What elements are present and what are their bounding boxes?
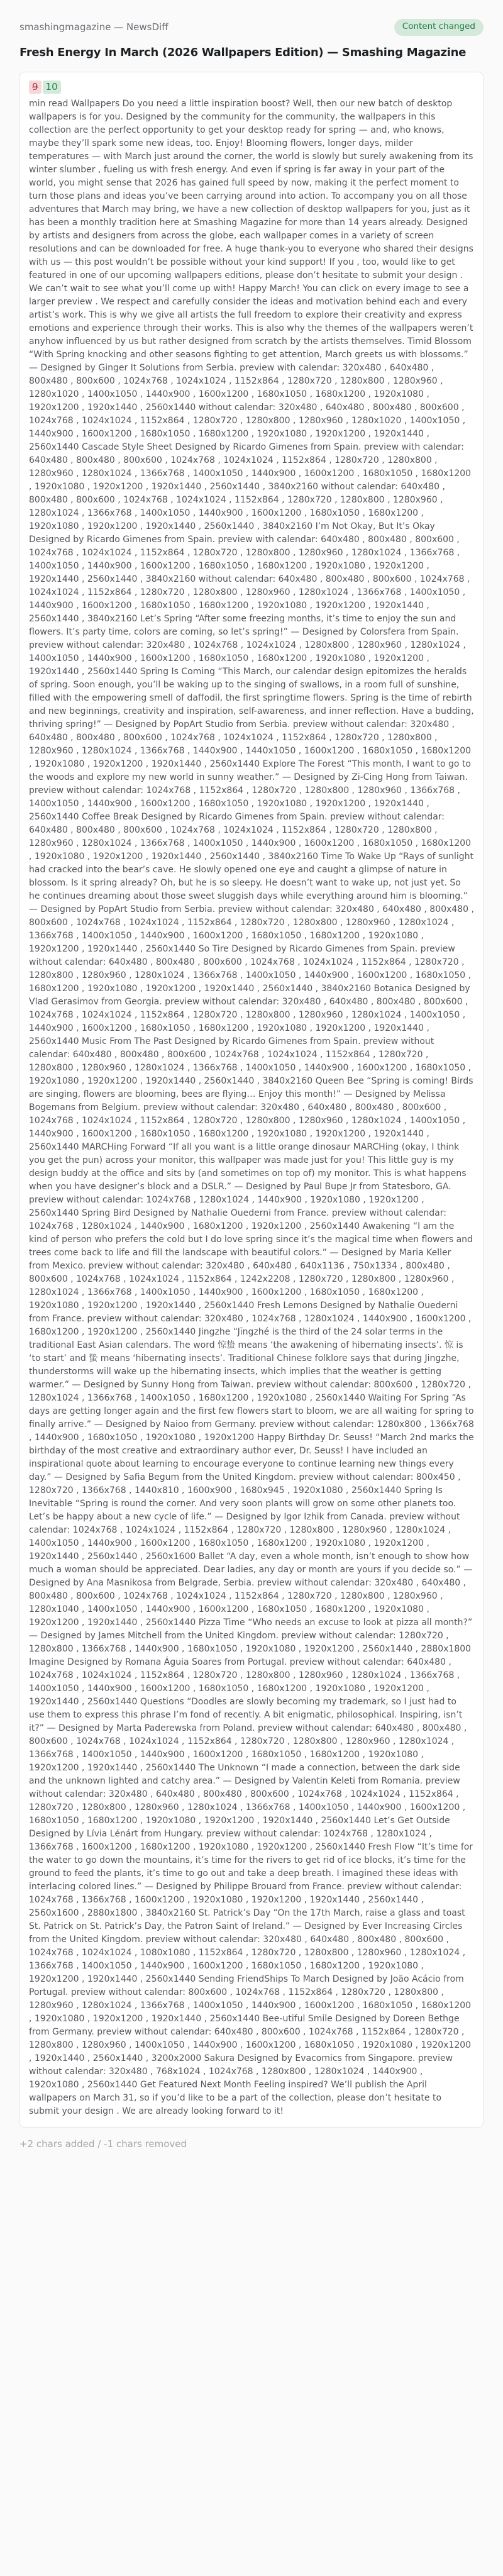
status-badge: Content changed <box>394 19 484 36</box>
diff-summary: +2 chars added / -1 chars removed <box>19 2138 187 2150</box>
page-title: Fresh Energy In March (2026 Wallpapers Edition) — Smashing Magazine <box>19 45 467 59</box>
source-label: smashingmagazine — NewsDiff <box>19 21 169 33</box>
page-header <box>19 19 484 36</box>
diff-change-chips <box>29 80 474 94</box>
diff-added-chip: 10 <box>43 80 61 94</box>
diff-body-text: min read Wallpapers Do you need a little inspiration boost? Well, then our new batch of desktop wallpapers is for you. Designed by the community for the community, the wallpapers in this collection are the perfect opportunity to get your desktop ready for spring — and, who knows, maybe they’ll spark some new ideas, too. Enjoy! Blooming flowers, longer days, milder temperatures — with March just around the corner, the world is slowly but surely awakening from its winter slumber , fueling us with fresh energy. And even if spring is far away in your part of the world, you might sense that 2026 has gained full speed by now, making it the perfect moment to turn those plans and ideas you’ve been carrying around into action. To accompany you on all those adventures that March may bring, we have a new collection of desktop wallpapers for you, just as it has been a monthly tradition here at Smashing Magazine for more than 14 years already. Designed by artists and designers from across the globe, each wallpaper comes in a variety of screen resolutions and can be downloaded for free. A huge thank-you to everyone who shared their designs with us — this post wouldn’t be possible without your kind support! If you , too, would like to get featured in one of our upcoming wallpapers editions, please don’t hesitate to submit your design . We can’t wait to see what you’ll come up with! Happy March! You can click on every image to see a larger preview . We respect and carefully consider the ideas and motivation behind each and every artist’s work. This is why we give all artists the full freedom to explore their creativity and express emotions and experience through their works. This is also why the themes of the wallpapers weren’t anyhow influenced by us but rather designed from scratch by the artists themselves. Timid Blossom “With Spring knocking and other seasons fighting to get attention, March greets us with blossoms.” — Designed by Ginger It Solutions from Serbia. preview with calendar: 320x480 , 640x480 , 800x480 , 800x600 , 1024x768 , 1024x1024 , 1152x864 , 1280x720 , 1280x800 , 1280x960 , 1280x1020 , 1400x1050 , 1440x900 , 1600x1200 , 1680x1050 , 1680x1200 , 1920x1080 , 1920x1200 , 1920x1440 , 2560x1440 without calendar: 320x480 , 640x480 , 800x480 , 800x600 , 1024x768 , 1024x1024 , 1152x864 , 1280x720 , 1280x800 , 1280x960 , 1280x1020 , 1400x1050 , 1440x900 , 1600x1200 , 1680x1050 , 1680x1200 , 1920x1080 , 1920x1200 , 1920x1440 , 2560x1440 Cascade Style Sheet Designed by Ricardo Gimenes from Spain. preview with calendar: 640x480 , 800x480 , 800x600 , 1024x768 , 1024x1024 , 1152x864 , 1280x720 , 1280x800 , 1280x960 , 1280x1024 , 1366x768 , 1400x1050 , 1440x900 , 1600x1200 , 1680x1050 , 1680x1200 , 1920x1080 , 1920x1200 , 1920x1440 , 2560x1440 , 3840x2160 without calendar: 640x480 , 800x480 , 800x600 , 1024x768 , 1024x1024 , 1152x864 , 1280x720 , 1280x800 , 1280x960 , 1280x1024 , 1366x768 , 1400x1050 , 1440x900 , 1600x1200 , 1680x1050 , 1680x1200 , 1920x1080 , 1920x1200 , 1920x1440 , 2560x1440 , 3840x2160 I’m Not Okay, But It’s Okay Designed by Ricardo Gimenes from Spain. preview with calendar: 640x480 , 800x480 , 800x600 , 1024x768 , 1024x1024 , 1152x864 , 1280x720 , 1280x800 , 1280x960 , 1280x1024 , 1366x768 , 1400x1050 , 1440x900 , 1600x1200 , 1680x1050 , 1680x1200 , 1920x1080 , 1920x1200 , 1920x1440 , 2560x1440 , 3840x2160 without calendar: 640x480 , 800x480 , 800x600 , 1024x768 , 1024x1024 , 1152x864 , 1280x720 , 1280x800 , 1280x960 , 1280x1024 , 1366x768 , 1400x1050 , 1440x900 , 1600x1200 , 1680x1050 , 1680x1200 , 1920x1080 , 1920x1200 , 1920x1440 , 2560x1440 , 3840x2160 Let’s Spring “After some freezing months, it’s time to enjoy the sun and flowers. It’s party time, colors are coming, so let’s spring!” — Designed by Colorsfera from Spain. preview without calendar: 320x480 , 1024x768 , 1024x1024 , 1280x800 , 1280x960 , 1280x1024 , 1400x1050 , 1440x900 , 1600x1200 , 1680x1050 , 1680x1200 , 1920x1080 , 1920x1200 , 1920x1440 , 2560x1440 Spring Is Coming “This March, our calendar design epitomizes the heralds of spring. Soon enough, you’ll be waking up to the singing of swallows, in a room full of sunshine, filled with the empowering smell of daffodil, the first springtime flowers. Spring is the time of rebirth and new beginnings, creativity and inspiration, self-awareness, and inner reflection. Have a budding, thriving spring!” — Designed by PopArt Studio from Serbia. preview without calendar: 320x480 , 640x480 , 800x480 , 800x600 , 1024x768 , 1024x1024 , 1152x864 , 1280x720 , 1280x800 , 1280x960 , 1280x1024 , 1366x768 , 1440x900 , 1440x1050 , 1600x1200 , 1680x1050 , 1680x1200 , 1920x1080 , 1920x1200 , 1920x1440 , 2560x1440 Explore The Forest “This month, I want to go to the woods and explore my new world in sunny weather.” — Designed by Zi-Cing Hong from Taiwan. preview without calendar: 1024x768 , 1152x864 , 1280x720 , 1280x800 , 1280x960 , 1366x768 , 1400x1050 , 1440x900 , 1600x1200 , 1680x1050 , 1920x1080 , 1920x1200 , 1920x1440 , 2560x1440 Coffee Break Designed by Ricardo Gimenes from Spain. preview without calendar: 640x480 , 800x480 , 800x600 , 1024x768 , 1024x1024 , 1152x864 , 1280x720 , 1280x800 , 1280x960 , 1280x1024 , 1366x768 , 1400x1050 , 1440x900 , 1600x1200 , 1680x1050 , 1680x1200 , 1920x1080 , 1920x1200 , 1920x1440 , 2560x1440 , 3840x2160 Time To Wake Up “Rays of sunlight had cracked into the bear’s cave. He slowly opened one eye and caught a glimpse of nature in blossom. Is it spring already? Oh, but he is so sleepy. He doesn’t want to wake up, not just yet. So he continues dreaming about those sweet sluggish days while everything around him is blooming.” — Designed by PopArt Studio from Serbia. preview without calendar: 320x480 , 640x480 , 800x480 , 800x600 , 1024x768 , 1024x1024 , 1152x864 , 1280x720 , 1280x800 , 1280x960 , 1280x1024 , 1366x768 , 1400x1050 , 1440x900 , 1600x1200 , 1680x1050 , 1680x1200 , 1920x1080 , 1920x1200 , 1920x1440 , 2560x1440 So Tire Designed by Ricardo Gimenes from Spain. preview without calendar: 640x480 , 800x480 , 800x600 , 1024x768 , 1024x1024 , 1152x864 , 1280x720 , 1280x800 , 1280x960 , 1280x1024 , 1366x768 , 1400x1050 , 1440x900 , 1600x1200 , 1680x1050 , 1680x1200 , 1920x1080 , 1920x1200 , 1920x1440 , 2560x1440 , 3840x2160 Botanica Designed by Vlad Gerasimov from Georgia. preview without calendar: 320x480 , 640x480 , 800x480 , 800x600 , 1024x768 , 1024x1024 , 1152x864 , 1280x720 , 1280x800 , 1280x960 , 1280x1024 , 1400x1050 , 1440x900 , 1600x1200 , 1680x1050 , 1680x1200 , 1920x1080 , 1920x1200 , 1920x1440 , 2560x1440 Music From The Past Designed by Ricardo Gimenes from Spain. preview without calendar: 640x480 , 800x480 , 800x600 , 1024x768 , 1024x1024 , 1152x864 , 1280x720 , 1280x800 , 1280x960 , 1280x1024 , 1366x768 , 1400x1050 , 1440x900 , 1600x1200 , 1680x1050 , 1920x1080 , 1920x1200 , 1920x1440 , 2560x1440 , 3840x2160 Queen Bee “Spring is coming! Birds are singing, flowers are blooming, bees are flying… Enjoy this month!” — Designed by Melissa Bogemans from Belgium. preview without calendar: 320x480 , 640x480 , 800x480 , 800x600 , 1024x768 , 1024x1024 , 1152x864 , 1280x720 , 1280x800 , 1280x960 , 1280x1024 , 1400x1050 , 1440x900 , 1600x1200 , 1680x1050 , 1680x1200 , 1920x1080 , 1920x1200 , 1920x1440 , 2560x1440 MARCHing Forward “If all you want is a little orange dinosaur MARCHing (okay, I think you get the pun) across your monitor, this wallpaper was made just for you! This little guy is my design buddy at the office and sits by (and sometimes on top of) my monitor. This is what happens when you have designer’s block and a DSLR.” — Designed by Paul Bupe Jr from Statesboro, GA. preview without calendar: 1024x768 , 1280x1024 , 1440x900 , 1920x1080 , 1920x1200 , 2560x1440 Spring Bird Designed by Nathalie Ouederni from France. preview without calendar: 1024x768 , 1280x1024 , 1440x900 , 1680x1200 , 1920x1200 , 2560x1440 Awakening “I am the kind of person who prefers the cold but I do love spring since it’s the magical time when flowers and trees come back to life and fill the landscape with beautiful colors.” — Designed by Maria Keller from Mexico. preview without calendar: 320x480 , 640x480 , 640x1136 , 750x1334 , 800x480 , 800x600 , 1024x768 , 1024x1024 , 1152x864 , 1242x2208 , 1280x720 , 1280x800 , 1280x960 , 1280x1024 , 1366x768 , 1400x1050 , 1440x900 , 1600x1200 , 1680x1050 , 1680x1200 , 1920x1080 , 1920x1200 , 1920x1440 , 2560x1440 Fresh Lemons Designed by Nathalie Ouederni from France. preview without calendar: 320x480 , 1024x768 , 1280x1024 , 1440x900 , 1600x1200 , 1680x1200 , 1920x1200 , 2560x1440 Jingzhe “Jīngzhé is the third of the 24 solar terms in the traditional East Asian calendars. The word 惊蛰 means ‘the awakening of hibernating insects’. 惊 is ‘to start’ and 蛰 means ‘hibernating insects’. Traditional Chinese folklore says that during Jingzhe, thunderstorms will wake up the hibernating insects, which implies that the weather is getting warmer.” — Designed by Sunny Hong from Taiwan. preview without calendar: 800x600 , 1280x720 , 1280x1024 , 1366x768 , 1400x1050 , 1680x1200 , 1920x1080 , 2560x1440 Waiting For Spring “As days are getting longer again and the first few flowers start to bloom, we are all waiting for spring to finally arrive.” — Designed by Naioo from Germany. preview without calendar: 1280x800 , 1366x768 , 1440x900 , 1680x1050 , 1920x1080 , 1920x1200 Happy Birthday Dr. Seuss! “March 2nd marks the birthday of the most creative and extraordinary author ever, Dr. Seuss! I have included an inspirational quote about learning to encourage everyone to continue learning new things every day.” — Designed by Safia Begum from the United Kingdom. preview without calendar: 800x450 , 1280x720 , 1366x768 , 1440x810 , 1600x900 , 1680x945 , 1920x1080 , 2560x1440 Spring Is Inevitable “Spring is round the corner. And very soon plants will grow on some other planets too. Let’s be happy about a new cycle of life.” — Designed by Igor Izhik from Canada. preview without calendar: 1024x768 , 1024x1024 , 1152x864 , 1280x720 , 1280x800 , 1280x960 , 1280x1024 , 1400x1050 , 1440x900 , 1600x1200 , 1680x1050 , 1680x1200 , 1920x1080 , 1920x1200 , 1920x1440 , 2560x1440 , 2560x1600 Ballet “A day, even a whole month, isn’t enough to show how much a woman should be appreciated. Dear ladies, any day or month are yours if you decide so.” — Designed by Ana Masnikosa from Belgrade, Serbia. preview without calendar: 320x480 , 640x480 , 800x480 , 800x600 , 1024x768 , 1024x1024 , 1152x864 , 1280x720 , 1280x800 , 1280x960 , 1280x1040 , 1400x1050 , 1440x900 , 1600x1200 , 1680x1050 , 1680x1200 , 1920x1080 , 1920x1200 , 1920x1440 , 2560x1440 Pizza Time “Who needs an excuse to look at pizza all month?” — Designed by James Mitchell from the United Kingdom. preview without calendar: 1280x720 , 1280x800 , 1366x768 , 1440x900 , 1680x1050 , 1920x1080 , 1920x1200 , 2560x1440 , 2880x1800 Imagine Designed by Romana Águia Soares from Portugal. preview without calendar: 640x480 , 1024x768 , 1024x1024 , 1152x864 , 1280x720 , 1280x800 , 1280x960 , 1280x1024 , 1366x768 , 1400x1050 , 1440x900 , 1600x1200 , 1680x1050 , 1680x1200 , 1920x1080 , 1920x1200 , 1920x1440 , 2560x1440 Questions “Doodles are slowly becoming my trademark, so I just had to use them to express this phrase I’m fond of recently. A bit enigmatic, philosophical. Inspiring, isn’t it?” — Designed by Marta Paderewska from Poland. preview without calendar: 640x480 , 800x480 , 800x600 , 1024x768 , 1024x1024 , 1152x864 , 1280x720 , 1280x800 , 1280x960 , 1280x1024 , 1366x768 , 1400x1050 , 1440x900 , 1600x1200 , 1680x1050 , 1680x1200 , 1920x1080 , 1920x1200 , 1920x1440 , 2560x1440 The Unknown “I made a connection, between the dark side and the unknown lighted and catchy area.” — Designed by Valentin Keleti from Romania. preview without calendar: 320x480 , 640x480 , 800x480 , 800x600 , 1024x768 , 1024x1024 , 1152x864 , 1280x720 , 1280x800 , 1280x960 , 1280x1024 , 1366x768 , 1400x1050 , 1440x900 , 1600x1200 , 1680x1050 , 1680x1200 , 1920x1080 , 1920x1200 , 1920x1440 , 2560x1440 Let’s Get Outside Designed by Lívia Lénárt from Hungary. preview without calendar: 1024x768 , 1280x1024 , 1366x768 , 1600x1200 , 1680x1200 , 1920x1080 , 1920x1200 , 2560x1440 Fresh Flow “It’s time for the water to go down the mountains, it’s time for the rivers to get rid of ice blocks, it’s time for the ground to feed the plants, it’s time to go out and take a deep breath. I imagined these ideas with interlacing colored lines.” — Designed by Philippe Brouard from France. preview without calendar: 1024x768 , 1366x768 , 1600x1200 , 1920x1080 , 1920x1200 , 1920x1440 , 2560x1440 , 2560x1600 , 2880x1800 , 3840x2160 St. Patrick’s Day “On the 17th March, raise a glass and toast St. Patrick on St. Patrick’s Day, the Patron Saint of Ireland.” — Designed by Ever Increasing Circles from the United Kingdom. preview without calendar: 320x480 , 640x480 , 800x480 , 800x600 , 1024x768 , 1024x1024 , 1080x1080 , 1152x864 , 1280x720 , 1280x800 , 1280x960 , 1280x1024 , 1366x768 , 1400x1050 , 1440x900 , 1600x1200 , 1680x1050 , 1680x1200 , 1920x1080 , 1920x1200 , 1920x1440 , 2560x1440 Sending FriendShips To March Designed by João Acácio from Portugal. preview without calendar: 800x600 , 1024x768 , 1152x864 , 1280x720 , 1280x800 , 1280x960 , 1280x1024 , 1366x768 , 1400x1050 , 1440x900 , 1600x1200 , 1680x1050 , 1680x1200 , 1920x1080 , 1920x1200 , 1920x1440 , 2560x1440 Bee-utiful Smile Designed by Doreen Bethge from Germany. preview without calendar: 640x480 , 800x600 , 1024x768 , 1152x864 , 1280x720 , 1280x800 , 1280x960 , 1400x1050 , 1440x900 , 1600x1200 , 1680x1050 , 1920x1080 , 1920x1200 , 1920x1440 , 2560x1440 , 3200x2000 Sakura Designed by Evacomics from Singapore. preview without calendar: 320x480 , 768x1024 , 1024x768 , 1280x800 , 1280x1024 , 1440x900 , 1920x1080 , 2560x1440 Get Featured Next Month Feeling inspired? We’ll publish the April wallpapers on March 31, so if you’d like to be a part of the collection, please don’t hesitate to submit your design . We are already looking forward to it! <box>29 99 474 2117</box>
diff-card <box>19 72 484 2128</box>
diff-removed-chip: 9 <box>29 80 41 94</box>
